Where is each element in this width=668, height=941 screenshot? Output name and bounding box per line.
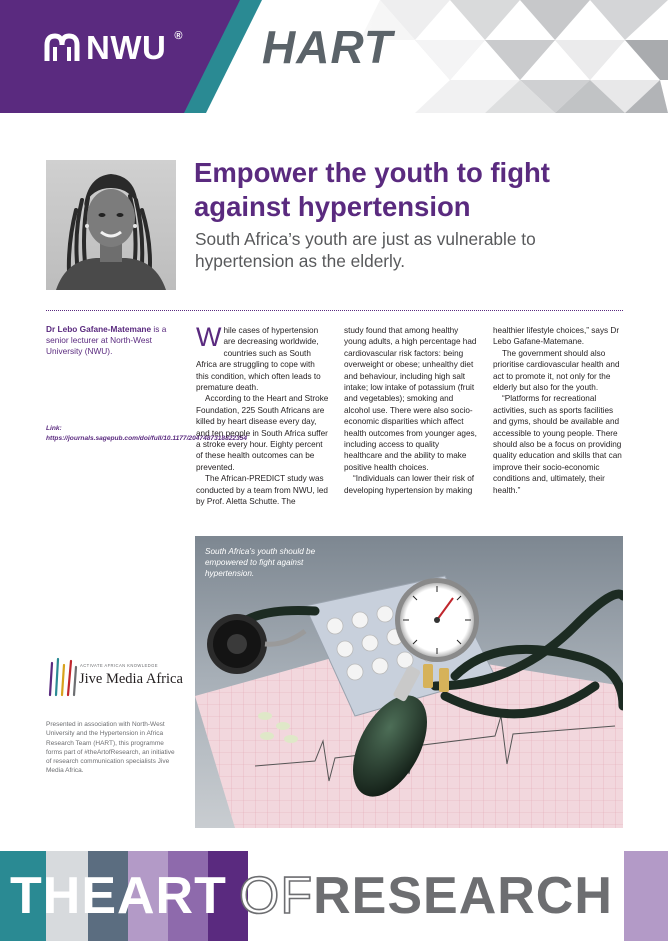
body-paragraph [196, 322, 329, 393]
blood-pressure-monitor-image [195, 536, 623, 828]
series-title: HART [262, 21, 393, 73]
author-role: is a senior lecturer at North-West University (NWU). [46, 324, 167, 356]
body-column-2 [344, 325, 477, 496]
body-paragraph: “Individuals can lower their risk of developing hypertension by making [344, 474, 475, 495]
body-column-1 [196, 322, 329, 508]
body-paragraph: “Platforms for recreational activities, such as sports facilities and gyms, should be available and accessible to young people. There should also be a focus on providing quality education and skills that can improve their socio-economic conditions and, ultimately, their health.” [493, 394, 622, 495]
article-headline: Empower the youth to fight against hypertension [194, 157, 550, 222]
author-bio [46, 324, 181, 357]
wordmark-research: RESEARCH [313, 867, 613, 925]
jive-media-logo [46, 657, 181, 697]
body-paragraph: healthier lifestyle choices,” says Dr Lebo Gafane-Matemane. [493, 326, 620, 347]
presented-note: Presented in association with North-West University and the Hypertension in Africa Research Team (HART), this programme forms part of #theArtofResearch, an initiative of research communication specialists Jive Media Africa. [46, 721, 175, 775]
drop-cap: W [196, 322, 222, 352]
article-photo [195, 536, 623, 828]
page-header [0, 0, 668, 113]
paragraph-text: hile cases of hypertension are decreasing worldwide, countries such as South Africa are struggling to cope with this condition, which often leads to premature death. [196, 326, 321, 393]
body-paragraph: According to the Heart and Stroke Foundation, 225 South Africans are killed by heart disease every day, and ten people in South Africa suffer a stroke every hour. Eighty percent of these health outcomes can be prevented. [196, 394, 329, 472]
photo-caption: South Africa’s youth should be empowered to fight against hypertension. [205, 547, 316, 578]
journal-link[interactable]: Link: https://journals.sagepub.com/doi/full/10.1177/2047487318822354 [46, 425, 248, 442]
dotted-divider [46, 310, 623, 311]
author-name: Dr Lebo Gafane-Matemane [46, 324, 152, 334]
article-standfirst: South Africa’s youth are just as vulnerable to hypertension as the elderly. [195, 229, 536, 271]
wordmark-of: OF [238, 867, 314, 925]
the-art-of-research-wordmark [10, 865, 613, 927]
jive-media-icon [46, 657, 78, 697]
registered-mark: ® [174, 30, 183, 42]
jive-name: Jive Media Africa [79, 671, 183, 687]
body-column-3 [493, 325, 626, 496]
footer-banner [0, 851, 668, 941]
nwu-emblem-icon [44, 31, 80, 65]
jive-tagline: ACTIVATE AFRICAN KNOWLEDGE [80, 663, 158, 668]
body-paragraph: The African-PREDICT study was conducted by a team from NWU, led by Prof. Aletta Schutte. The [196, 474, 328, 507]
wordmark-theart: THEART [10, 867, 227, 925]
nwu-logo [44, 29, 182, 67]
pressure-gauge-icon [395, 578, 479, 662]
body-paragraph: The government should also prioritise cardiovascular health and act to promote it, not only for the elderly but also for the youth. [493, 348, 620, 393]
body-paragraph: study found that among healthy young adults, a high percentage had cardiovascular risk factors: being overweight or obese; unhealthy diet and behaviour, including high salt intake; low intake of potassium (fruit and vegetables); smoking and alcohol use. There were also socio-economic disparities which affect health outcomes from younger ages, including access to quality healthcare and the ability to make positive health choices. [344, 326, 477, 472]
author-portrait [46, 160, 176, 290]
logo-text: NWU [86, 29, 167, 66]
footer-block [624, 851, 668, 941]
